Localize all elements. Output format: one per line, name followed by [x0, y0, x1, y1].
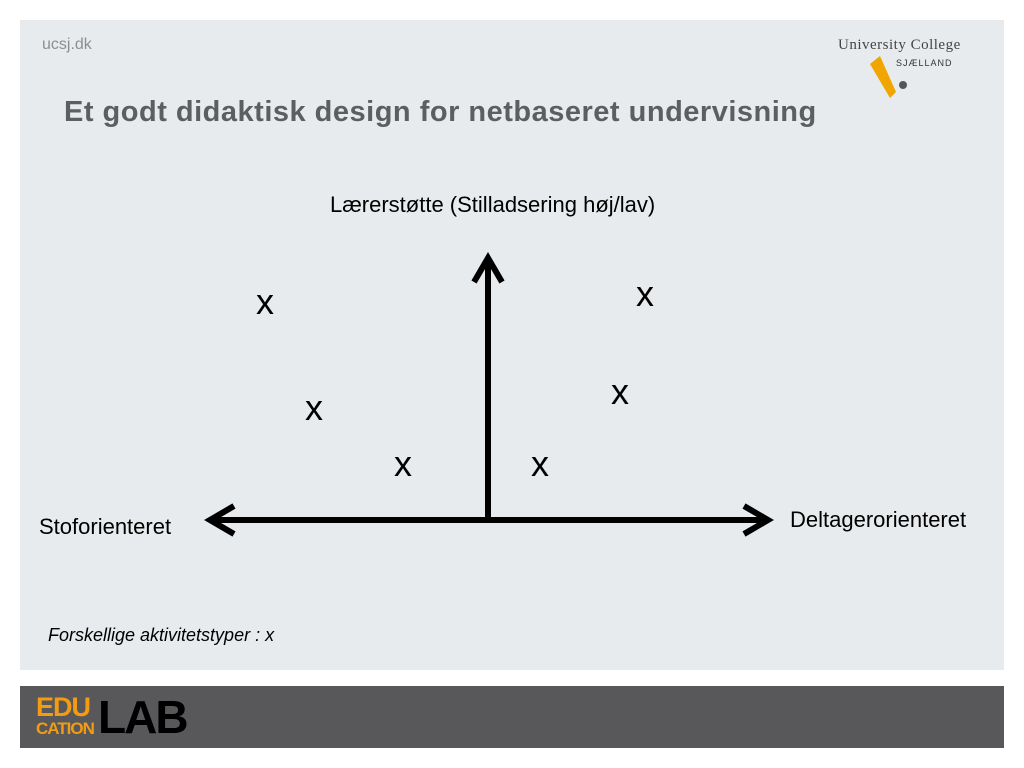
site-url: ucsj.dk [42, 36, 92, 53]
axis-label-right: Deltagerorienteret [790, 507, 967, 532]
activity-mark: x [611, 371, 629, 412]
logo-edu: EDU [36, 692, 91, 722]
caption: Forskellige aktivitetstyper : x [48, 625, 275, 645]
edulab-logo [36, 691, 187, 743]
page-title: Et godt didaktisk design for netbaseret undervisning [64, 96, 817, 128]
axis-label-top: Lærerstøtte (Stilladsering høj/lav) [330, 192, 656, 217]
activity-mark: x [394, 443, 412, 484]
activity-mark: x [531, 443, 549, 484]
logo-subtitle: SJÆLLAND [896, 58, 953, 68]
logo-lab: LAB [98, 691, 187, 743]
activity-mark: x [305, 387, 323, 428]
logo-name: University College [838, 37, 961, 53]
logo-cation: CATION [36, 719, 94, 738]
axis-label-left: Stoforienteret [39, 514, 172, 539]
activity-mark: x [636, 273, 654, 314]
activity-mark: x [256, 281, 274, 322]
